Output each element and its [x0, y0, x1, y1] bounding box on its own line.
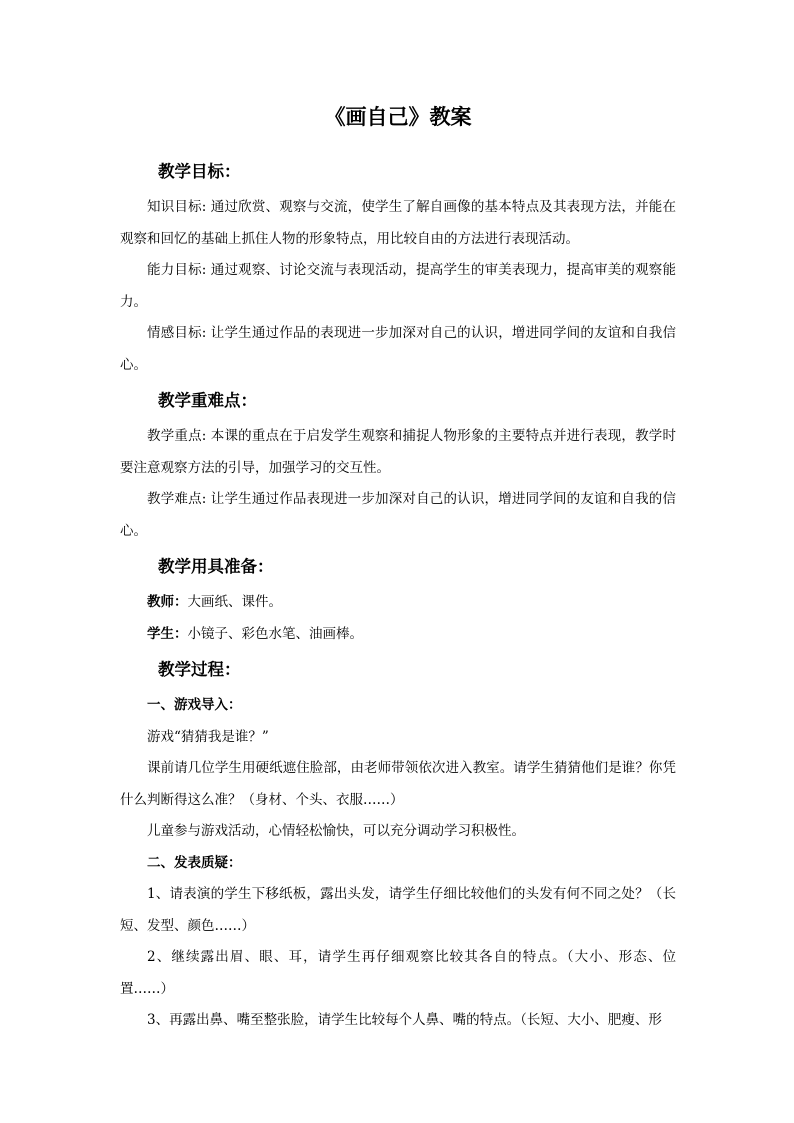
document-body — [120, 96, 676, 1037]
paragraph-step-2: 2、继续露出眉、眼、耳，请学生再仔细观察比较其各自的特点。（大小、形态、位置……） — [120, 949, 676, 997]
section-heading-materials: 教学用具准备： — [158, 557, 274, 576]
subheading-game-intro: 一、游戏导入： — [147, 697, 242, 713]
student-label: 学生： — [147, 625, 188, 642]
paragraph-difficult-point: 教学难点: 让学生通过作品表现进一步加深对自己的认识，增进同学间的友谊和自我的信心。 — [120, 491, 676, 539]
paragraph-game-description: 课前请几位学生用硬纸遮住脸部，由老师带领依次进入教室。请学生猜猜他们是谁？你凭什么判断得这么准？（身材、个头、衣服……） — [120, 760, 676, 808]
subheading-questioning: 二、发表质疑： — [147, 854, 242, 871]
section-heading-key-points: 教学重难点： — [158, 391, 257, 410]
document-title: 《画自己》教案 — [324, 104, 472, 129]
section-heading-process: 教学过程： — [158, 660, 241, 679]
paragraph-student-materials — [120, 619, 676, 651]
paragraph-emotion-goal: 情感目标: 让学生通过作品的表现进一步加深对自己的认识，增进同学间的友谊和自我信心。 — [120, 325, 676, 373]
paragraph-teacher-materials — [120, 587, 676, 619]
student-materials-text: 小镜子、彩色水笔、油画棒。 — [187, 625, 363, 642]
teacher-label: 教师： — [147, 594, 188, 610]
paragraph-step-3: 3、再露出鼻、嘴至整张脸，请学生比较每个人鼻、嘴的特点。（长短、大小、肥瘦、形 — [147, 1012, 662, 1028]
teacher-materials-text: 大画纸、课件。 — [187, 594, 282, 610]
paragraph-knowledge-goal: 知识目标: 通过欣赏、观察与交流，使学生了解自画像的基本特点及其表现方法，并能在观察和回忆的基础上抓住人物的形象特点，用比较自由的方法进行表现活动。 — [120, 199, 676, 247]
paragraph-game-name: 游戏“猜猜我是谁？” — [147, 728, 269, 745]
paragraph-ability-goal: 能力目标: 通过观察、讨论交流与表现活动，提高学生的审美表现力，提高审美的观察能力。 — [120, 262, 676, 310]
paragraph-step-1: 1、请表演的学生下移纸板，露出头发，请学生仔细比较他们的头发有何不同之处？（长短、发型、颜色……） — [120, 886, 676, 934]
paragraph-key-point: 教学重点: 本课的重点在于启发学生观察和捕捉人物形象的主要特点并进行表现，教学时要注意观察方法的引导，加强学习的交互性。 — [120, 428, 676, 476]
section-heading-goals: 教学目标： — [158, 162, 241, 181]
paragraph-game-effect: 儿童参与游戏活动，心情轻松愉快，可以充分调动学习积极性。 — [147, 823, 525, 839]
